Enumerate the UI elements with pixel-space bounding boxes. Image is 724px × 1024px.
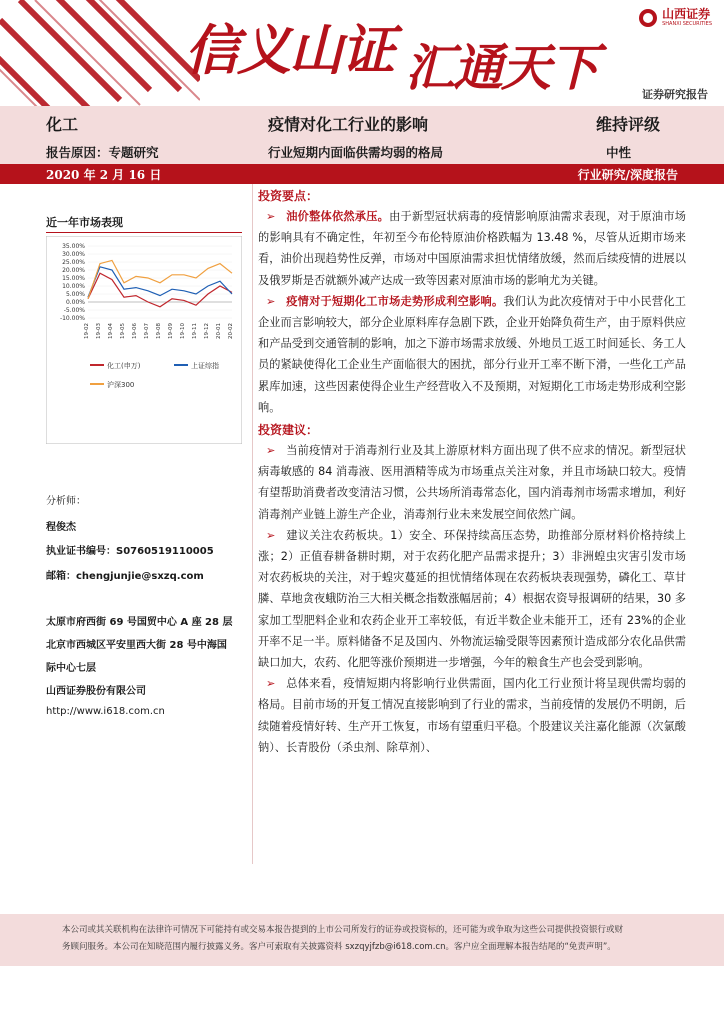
logo-name-cn: 山西证券: [662, 7, 711, 21]
report-title: 疫情对化工行业的影响: [268, 115, 429, 134]
paragraph-text: 总体来看，疫情短期内将影响行业供需面，国内化工行业预计将呈现供需均弱的格局。目前市场的开复工情况直接影响到了行业的需求，当前疫情的发展仍不明朗，后续随着疫情好转、生产开工恢复，市场有望重归平稳。个股建议关注嘉化能源（次氯酸钠）、长青股份（杀虫剂、除草剂）、: [258, 677, 686, 754]
paragraph-lead: 疫情对于短期化工市场走势形成利空影响。: [286, 294, 504, 308]
x-tick-label: 19-09: [168, 323, 174, 339]
x-tick-label: 19-10: [180, 323, 186, 339]
column-divider: [252, 184, 253, 864]
y-tick-label: -10.00%: [59, 315, 85, 322]
slogan-part-1: 信义山证: [185, 18, 393, 82]
header-banner: [0, 0, 724, 106]
x-tick-label: 19-07: [144, 323, 150, 339]
arrow-icon: ➢: [266, 294, 276, 308]
paragraph-summary: [258, 673, 686, 758]
legend-label: 沪深300: [107, 381, 135, 389]
legend-label: 化工(申万): [107, 362, 141, 370]
x-tick-label: 19-02: [84, 323, 90, 339]
x-tick-label: 20-02: [228, 323, 234, 339]
y-tick-label: 30.00%: [62, 251, 85, 258]
x-tick-label: 19-08: [156, 323, 162, 339]
disclaimer-footer: [0, 914, 724, 966]
address-taiyuan: 太原市府西街 69 号国贸中心 A 座 28 层: [46, 617, 233, 628]
logo-name-en: SHANXI SECURITIES: [662, 21, 712, 27]
arrow-icon: ➢: [266, 677, 276, 691]
market-chart: [46, 236, 242, 444]
paragraph-text: 建议关注农药板块。1）安全、环保持续高压态势，助推部分原材料价格持续上涨；2）正值春耕备耕时期，对于农药化肥产品需求提升；3）非洲蝗虫灾害引发市场对农药板块的关注，对于蝗灾蔓延的担忧情绪体现在农药板块表现强势，磷化工、草甘膦、草地贪夜蛾防治三大相关概念指数涨幅居前；4）根据农资导报调研的结果，30 多家加工型肥料企业和农药企业开工率较低，有近半数企业未能开工，还有 23%的企业开率不足一半。原料储备不足及国内、外物流运输受限等因素预计造成部分农化品供需缺口加大，农药、化肥等涨价预期进一步增强，今年的粮食生产也会受到影响。: [258, 528, 686, 670]
disclaimer-line-1: 本公司或其关联机构在法律许可情况下可能持有或交易本报告提到的上市公司所发行的证券或投资标的，还可能为或争取为这些公司提供投资银行或财: [62, 925, 624, 935]
divider: [46, 232, 242, 233]
y-tick-label: 25.00%: [62, 259, 85, 266]
paragraph-epidemic-impact: [258, 291, 686, 418]
paragraph-text: 当前疫情对于消毒剂行业及其上游原材料方面出现了供不应求的情况。新型冠状病毒敏感的 84 消毒液、医用酒精等成为市场重点关注对象，并且市场缺口较大。疫情有望帮助消费者改变清洁习惯，公共场所消毒常态化，国内消毒剂市场需求增加，利好消毒剂产业链上游生产企业，消毒剂行业未来发展空间依然广阔。: [258, 444, 686, 521]
arrow-icon: ➢: [266, 444, 276, 458]
y-tick-label: 5.00%: [65, 291, 85, 298]
legend-label: 上证综指: [191, 362, 219, 370]
y-tick-label: 0.00%: [65, 299, 85, 306]
paragraph-lead: 油价整体依然承压。: [286, 210, 390, 223]
paragraph-text: 由于新型冠状病毒的疫情影响原油需求表现，对于原油市场的影响具有不确定性，年初至今布伦特原油价格跌幅为 13.48 %，尽管从近期市场来看，油价出现趋势性反弹，市场对中国原油需求担忧情绪放缓，然而后续疫情的进展以及俄罗斯是否就额外减产达成一致等因素对原油市场的影响尤为关键。: [258, 210, 686, 287]
paragraph-text: 我们认为此次疫情对于中小民营化工企业而言影响较大，部分企业原料库存急剧下跌，企业开始降负荷生产，由于原料供应和产品受到交通管制的影响，加之下游市场需求放缓、外地员工返工时间延长、务工人员的紧缺使得化工企业生产面临很大的困扰，部分行业开工率不断下滑，一些化工产品累库加速，这些因素使得企业生产经营收入不及预期，对短期化工市场走势形成利空影响。: [258, 294, 686, 414]
arrow-icon: ➢: [266, 210, 276, 223]
sector-name: 化工: [46, 115, 79, 134]
report-date: 2020 年 2 月 16 日: [46, 168, 162, 182]
main-content: [258, 186, 686, 758]
x-tick-label: 19-04: [108, 323, 114, 339]
rating-heading: 维持评级: [596, 115, 661, 134]
slogan-part-2: 汇通天下: [405, 38, 597, 97]
stripe-decoration: [0, 0, 200, 106]
y-tick-label: -5.00%: [63, 307, 85, 314]
arrow-icon: ➢: [266, 528, 276, 542]
key-points-heading: 投资要点：: [258, 189, 319, 203]
x-tick-label: 19-12: [204, 323, 210, 339]
analyst-name: 程俊杰: [46, 522, 76, 533]
address-beijing-2: 际中心七层: [46, 663, 96, 674]
report-subtitle: 行业短期内面临供需均弱的格局: [268, 145, 444, 160]
market-performance-label: 近一年市场表现: [46, 216, 123, 229]
address-beijing-1: 北京市西城区平安里西大街 28 号中海国: [46, 640, 227, 651]
paragraph-oil: [258, 206, 686, 291]
y-tick-label: 20.00%: [62, 267, 85, 274]
rating-value: 中性: [606, 145, 632, 160]
logo-icon: [639, 9, 657, 27]
market-chart-svg: [46, 236, 242, 444]
report-category: 行业研究/深度报告: [577, 168, 678, 182]
paragraph-disinfectant: [258, 440, 686, 525]
company-logo: [639, 8, 712, 27]
x-tick-label: 19-05: [120, 323, 126, 339]
paragraph-pesticide: [258, 525, 686, 673]
y-tick-label: 10.00%: [62, 283, 85, 290]
x-tick-label: 20-01: [216, 323, 222, 339]
certificate-number: 执业证书编号：S0760519110005: [46, 546, 214, 557]
y-tick-label: 35.00%: [62, 243, 85, 250]
x-tick-label: 19-06: [132, 323, 138, 339]
document-type: 证券研究报告: [642, 88, 708, 101]
analyst-email[interactable]: 邮箱：chengjunjie@sxzq.com: [46, 571, 204, 582]
report-reason: 报告原因：专题研究: [46, 145, 159, 160]
company-website[interactable]: http://www.i618.com.cn: [46, 706, 165, 717]
y-tick-label: 15.00%: [62, 275, 85, 282]
company-name: 山西证券股份有限公司: [46, 686, 146, 697]
disclaimer-line-2: 务顾问服务。本公司在知晓范围内履行披露义务。客户可索取有关披露资料 sxzqyjfzb@i618.com.cn。客户应全面理解本报告结尾的“免责声明”。: [62, 942, 616, 952]
advice-heading: 投资建议：: [258, 423, 319, 438]
x-tick-label: 19-11: [192, 323, 198, 339]
analyst-label: 分析师：: [46, 496, 86, 507]
x-tick-label: 19-03: [96, 323, 102, 339]
